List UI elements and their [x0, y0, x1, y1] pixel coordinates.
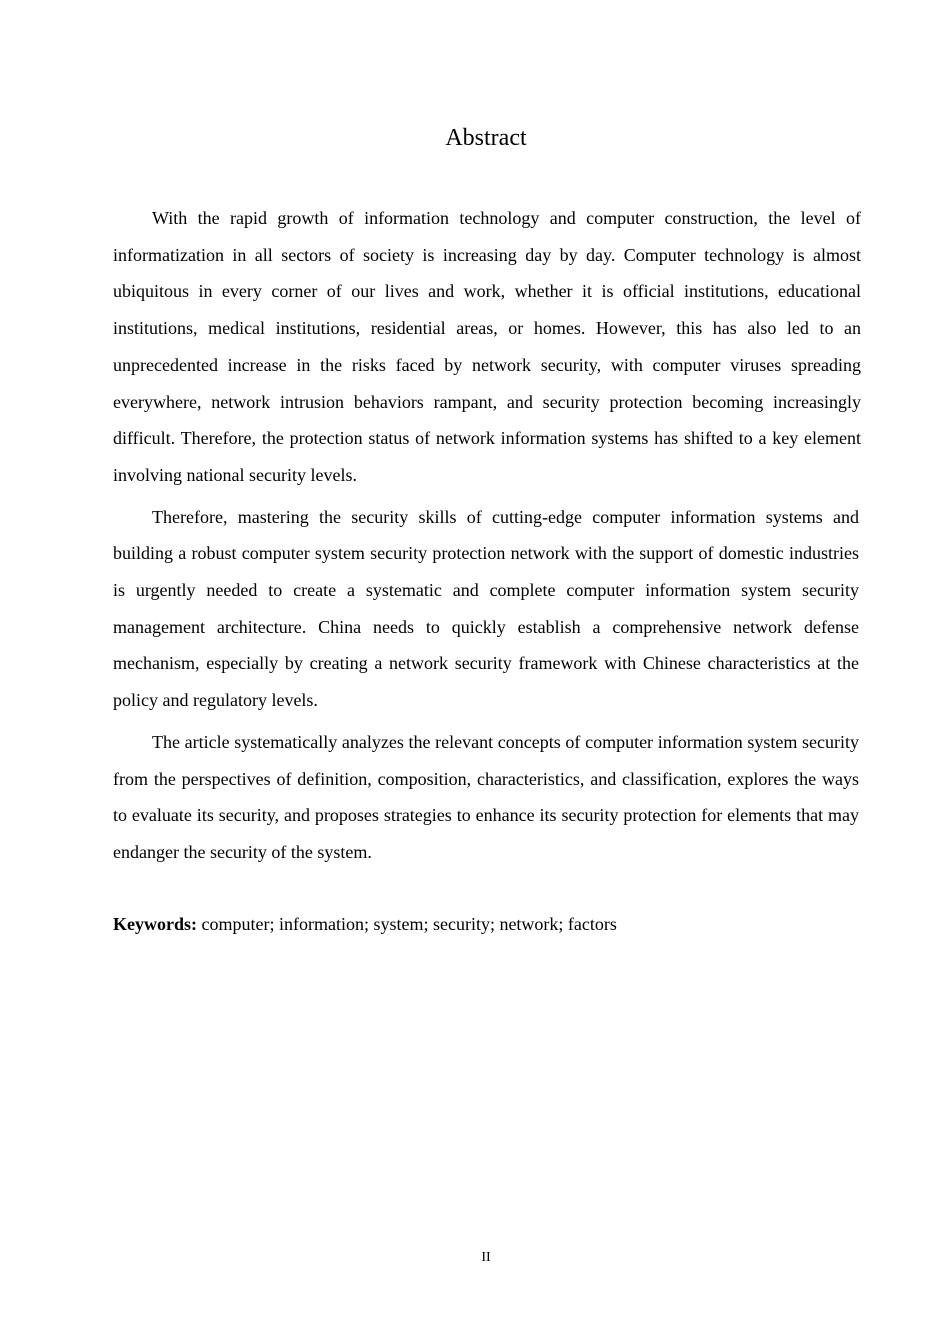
keywords-text: computer; information; system; security; network; factors: [197, 914, 617, 934]
page-title: Abstract: [445, 125, 527, 151]
keywords-label: Keywords:: [113, 914, 197, 934]
abstract-paragraph-2: Therefore, mastering the security skills of cutting-edge computer information systems and building a robust computer system security protection network with the support of domestic industries is urgently needed to create a systematic and complete computer information system security management architecture. China needs to quickly establish a comprehensive network defense mechanism, especially by creating a network security framework with Chinese characteristics at the policy and regulatory levels.: [113, 506, 859, 711]
keywords-line: [113, 910, 617, 938]
abstract-body: [113, 200, 861, 876]
page-number: II: [481, 1250, 491, 1265]
abstract-paragraph-1: With the rapid growth of information technology and computer construction, the level of informatization in all sectors of society is increasing day by day. Computer technology is almost ubiquitous in every corner of our lives and work, whether it is official institutions, educational institutions, medical institutions, residential areas, or homes. However, this has also led to an unprecedented increase in the risks faced by network security, with computer viruses spreading everywhere, network intrusion behaviors rampant, and security protection becoming increasingly difficult. Therefore, the protection status of network information systems has shifted to a key element involving national security levels.: [113, 208, 861, 485]
abstract-paragraph-3: The article systematically analyzes the relevant concepts of computer information system security from the perspectives of definition, composition, characteristics, and classification, explores the ways to evaluate its security, and proposes strategies to enhance its security protection for elements that may endanger the security of the system.: [113, 731, 859, 862]
